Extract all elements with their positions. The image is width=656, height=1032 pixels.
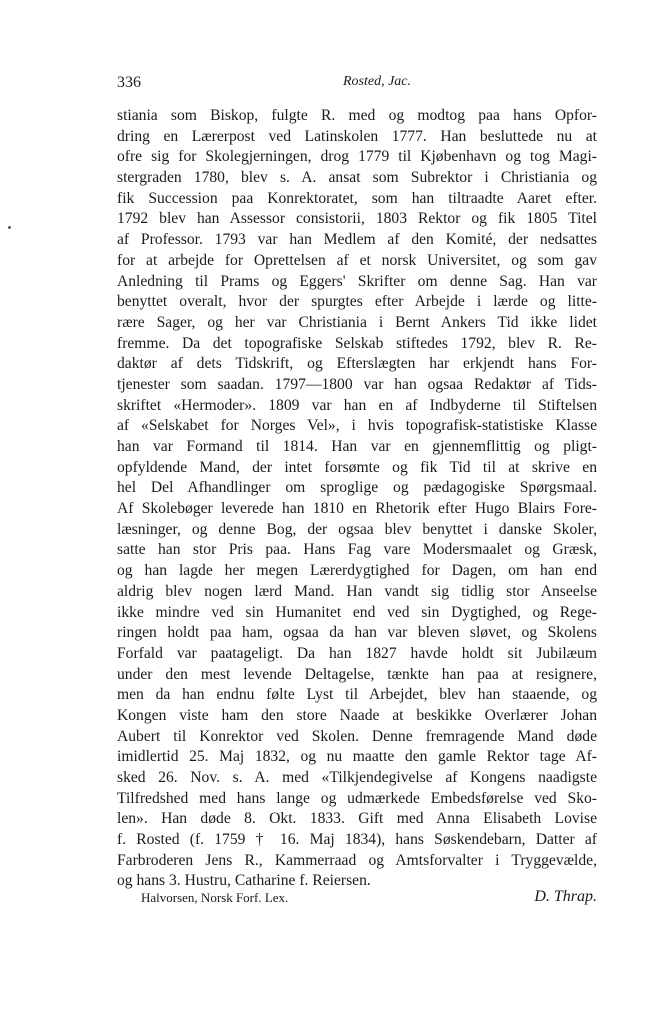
text-line: fik Succession paa Konrektoratet, som han tiltraadte Aaret efter.: [117, 189, 597, 207]
page-footer: [117, 888, 597, 910]
running-head: Rosted, Jac.: [342, 74, 412, 89]
text-line: Anledning til Prams og Eggers' Skrifter om denne Sag. Han var: [117, 272, 597, 290]
page-number: 336: [117, 74, 141, 91]
text-line: aldrig blev nogen lærd Mand. Han vandt sig tidlig stor Anseelse: [117, 582, 597, 600]
text-line: og hans 3. Hustru, Catharine f. Reiersen.: [117, 872, 371, 890]
page-header: [117, 74, 597, 96]
text-line: Aubert til Konrektor ved Skolen. Denne fremragende Mand døde: [117, 727, 597, 745]
text-line: dring en Lærerpost ved Latinskolen 1777. Han besluttede nu at: [117, 127, 597, 145]
text-line: stergraden 1780, blev s. A. ansat som Subrektor i Christiania og: [117, 169, 597, 187]
text-line: hel Del Afhandlinger om sproglige og pædagogiske Spørgsmaal.: [117, 479, 597, 497]
text-line: ringen holdt paa ham, ogsaa da han var bleven sløvet, og Skolens: [117, 624, 597, 642]
text-line: 1792 blev han Assessor consistorii, 1803 Rektor og fik 1805 Titel: [117, 210, 597, 228]
text-line: Tilfredshed med hans lange og udmærkede Embedsførelse ved Sko-: [117, 789, 597, 807]
text-line: ikke mindre ved sin Humanitet end ved sin Dygtighed, og Rege-: [117, 603, 597, 621]
margin-dot: [8, 226, 11, 229]
body-text: [117, 106, 597, 892]
text-line: imidlertid 25. Maj 1832, og nu maatte den gamle Rektor tage Af-: [117, 748, 597, 766]
text-line: tjenester som saadan. 1797—1800 var han ogsaa Redaktør af Tids-: [117, 375, 597, 393]
text-line: af Professor. 1793 var han Medlem af den Komité, der nedsattes: [117, 231, 597, 249]
text-line: fremme. Da det topografiske Selskab stiftedes 1792, blev R. Re-: [117, 334, 597, 352]
text-line: benyttet overalt, hvor der spurgtes efter Arbejde i lærde og litte-: [117, 293, 597, 311]
text-line: af «Selskabet for Norges Vel», i hvis topografisk-statistiske Klasse: [117, 417, 597, 435]
text-line: ofre sig for Skolegjerningen, drog 1779 til Kjøbenhavn og tog Magi-: [117, 148, 597, 166]
text-line: skriftet «Hermoder». 1809 var han en af Indbyderne til Stiftelsen: [117, 396, 597, 414]
author-signature: D. Thrap.: [534, 888, 597, 905]
text-line: under den mest levende Deltagelse, tænkte han paa at resignere,: [117, 665, 597, 683]
text-line: Farbroderen Jens R., Kammerraad og Amtsforvalter i Tryggevælde,: [117, 851, 597, 869]
text-line: satte han stor Pris paa. Hans Fag vare Modersmaalet og Græsk,: [117, 541, 597, 559]
source-reference: Halvorsen, Norsk Forf. Lex.: [141, 890, 289, 905]
text-line: daktør af dets Tidskrift, og Efterslægten har erkjendt hans For-: [117, 355, 597, 373]
text-line: Kongen viste ham den store Naade at beskikke Overlærer Johan: [117, 706, 597, 724]
text-line: og han lagde her megen Lærerdygtighed for Dagen, om han end: [117, 562, 597, 580]
text-line: sked 26. Nov. s. A. med «Tilkjendegivelse af Kongens naadigste: [117, 769, 597, 786]
text-line: len». Han døde 8. Okt. 1833. Gift med Anna Elisabeth Lovise: [117, 810, 597, 828]
text-line: Af Skolebøger leverede han 1810 en Rhetorik efter Hugo Blairs Fore-: [117, 500, 597, 518]
text-line: rære Sager, og her var Christiania i Bernt Ankers Tid ikke lidet: [117, 313, 597, 331]
text-line: Forfald var paatageligt. Da han 1827 havde holdt sit Jubilæum: [117, 644, 597, 662]
text-line: stiania som Biskop, fulgte R. med og modtog paa hans Opfor-: [117, 107, 597, 124]
text-line: læsninger, og denne Bog, der ogsaa blev benyttet i danske Skoler,: [117, 520, 597, 538]
text-line: men da han endnu følte Lyst til Arbejdet, blev han staaende, og: [117, 686, 597, 704]
text-line: for at arbejde for Oprettelsen af et norsk Universitet, og som gav: [117, 251, 597, 269]
text-line: han var Formand til 1814. Han var en gjennemflittig og pligt-: [117, 438, 597, 455]
text-line: f. Rosted (f. 1759 † 16. Maj 1834), hans Søskendebarn, Datter af: [117, 831, 597, 849]
text-line: opfyldende Mand, der intet forsømte og fik Tid til at skrive en: [117, 458, 597, 476]
